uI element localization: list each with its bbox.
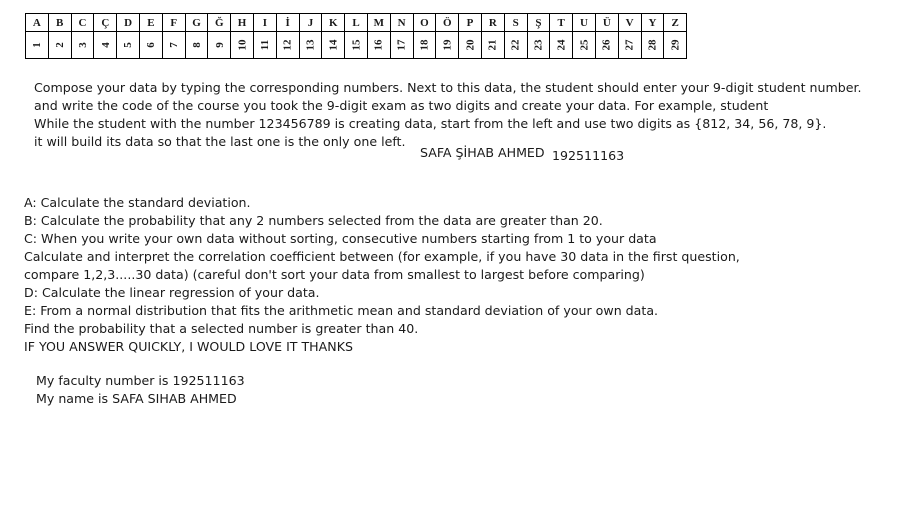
letter-cell: M [367,14,390,32]
number-cell [322,32,345,59]
number-label: 27 [623,39,636,51]
letter-cell: H [231,14,254,32]
question-line: IF YOU ANSWER QUICKLY, I WOULD LOVE IT THANKS [24,339,353,354]
number-label: 16 [372,39,385,51]
question-line: Find the probability that a selected number is greater than 40. [24,321,419,336]
number-label: 20 [464,39,477,51]
number-cell [618,32,641,59]
footer-info [36,372,245,408]
question-line: B: Calculate the probability that any 2 numbers selected from the data are greater than 20. [24,213,603,228]
letter-cell: Ş [527,14,550,32]
number-label: 6 [144,42,157,48]
letter-cell: O [413,14,436,32]
number-cell [367,32,390,59]
letter-cell: L [345,14,368,32]
number-label: 9 [213,42,226,48]
number-label: 1 [30,42,43,48]
number-label: 22 [509,39,522,51]
instruction-line: and write the code of the course you took the 9-digit exam as two digits and create your data. For example, student [34,98,769,113]
letter-cell: U [573,14,596,32]
letter-cell: F [162,14,185,32]
letter-cell: C [71,14,94,32]
number-label: 17 [395,39,408,51]
question-line: C: When you write your own data without sorting, consecutive numbers starting from 1 to your data [24,231,657,246]
number-cell [48,32,71,59]
number-label: 23 [532,39,545,51]
number-label: 18 [418,39,431,51]
number-label: 2 [53,42,66,48]
letter-cell: S [504,14,527,32]
letter-cell: K [322,14,345,32]
alphabet-number-table [25,13,687,59]
number-label: 7 [167,42,180,48]
number-label: 10 [236,39,249,51]
number-label: 15 [350,39,363,51]
number-cell [71,32,94,59]
number-label: 14 [327,39,340,51]
letter-cell: E [139,14,162,32]
question-line: Calculate and interpret the correlation coefficient between (for example, if you have 30 data in the first question, [24,249,740,264]
number-cell [413,32,436,59]
number-cell [117,32,140,59]
number-cell [276,32,299,59]
question-line: A: Calculate the standard deviation. [24,195,251,210]
number-label: 19 [441,39,454,51]
number-cell [231,32,254,59]
number-cell [481,32,504,59]
letters-row [26,14,687,32]
number-cell [26,32,49,59]
letter-cell: G [185,14,208,32]
instruction-line: While the student with the number 123456789 is creating data, start from the left and use two digits as {812, 34, 56, 78, 9}. [34,116,827,131]
letter-cell: V [618,14,641,32]
number-cell [253,32,276,59]
number-cell [162,32,185,59]
number-cell [595,32,618,59]
number-cell [459,32,482,59]
number-label: 11 [258,39,271,51]
letter-cell: I [253,14,276,32]
letter-cell: İ [276,14,299,32]
number-label: 12 [281,39,294,51]
number-label: 4 [99,42,112,48]
number-label: 5 [122,42,135,48]
letter-cell: Y [641,14,664,32]
number-label: 21 [486,39,499,51]
number-cell [345,32,368,59]
letter-cell: A [26,14,49,32]
instruction-line: Compose your data by typing the corresponding numbers. Next to this data, the student should enter your 9-digit student number. [34,80,862,95]
number-label: 8 [190,42,203,48]
instruction-line: it will build its data so that the last one is the only one left. [34,134,406,149]
number-cell [641,32,664,59]
number-cell [139,32,162,59]
letter-cell: Z [664,14,687,32]
student-number: 192511163 [552,148,625,163]
student-name: SAFA ŞİHAB AHMED [420,145,545,160]
letter-cell: Ö [436,14,459,32]
question-line: E: From a normal distribution that fits the arithmetic mean and standard deviation of your own data. [24,303,659,318]
number-label: 29 [669,39,682,51]
number-label: 3 [76,42,89,48]
letter-cell: N [390,14,413,32]
number-cell [550,32,573,59]
letter-cell: R [481,14,504,32]
number-cell [436,32,459,59]
name-line: My name is SAFA SIHAB AHMED [36,391,237,406]
number-cell [208,32,231,59]
letter-cell: D [117,14,140,32]
number-cell [504,32,527,59]
numbers-row [26,32,687,59]
letter-cell: Ü [595,14,618,32]
question-line: compare 1,2,3.....30 data) (careful don't sort your data from smallest to largest before comparing) [24,267,645,282]
questions-list [24,194,740,356]
number-label: 25 [578,39,591,51]
number-label: 26 [600,39,613,51]
letter-cell: P [459,14,482,32]
instructions-paragraph [34,79,862,151]
number-cell [527,32,550,59]
number-label: 24 [555,39,568,51]
letter-cell: J [299,14,322,32]
number-label: 13 [304,39,317,51]
number-cell [299,32,322,59]
number-cell [664,32,687,59]
letter-cell: Ç [94,14,117,32]
number-cell [94,32,117,59]
letter-cell: Ğ [208,14,231,32]
letter-cell: B [48,14,71,32]
number-cell [390,32,413,59]
number-cell [185,32,208,59]
question-line: D: Calculate the linear regression of your data. [24,285,320,300]
number-label: 28 [646,39,659,51]
faculty-number-line: My faculty number is 192511163 [36,373,245,388]
number-cell [573,32,596,59]
letter-cell: T [550,14,573,32]
